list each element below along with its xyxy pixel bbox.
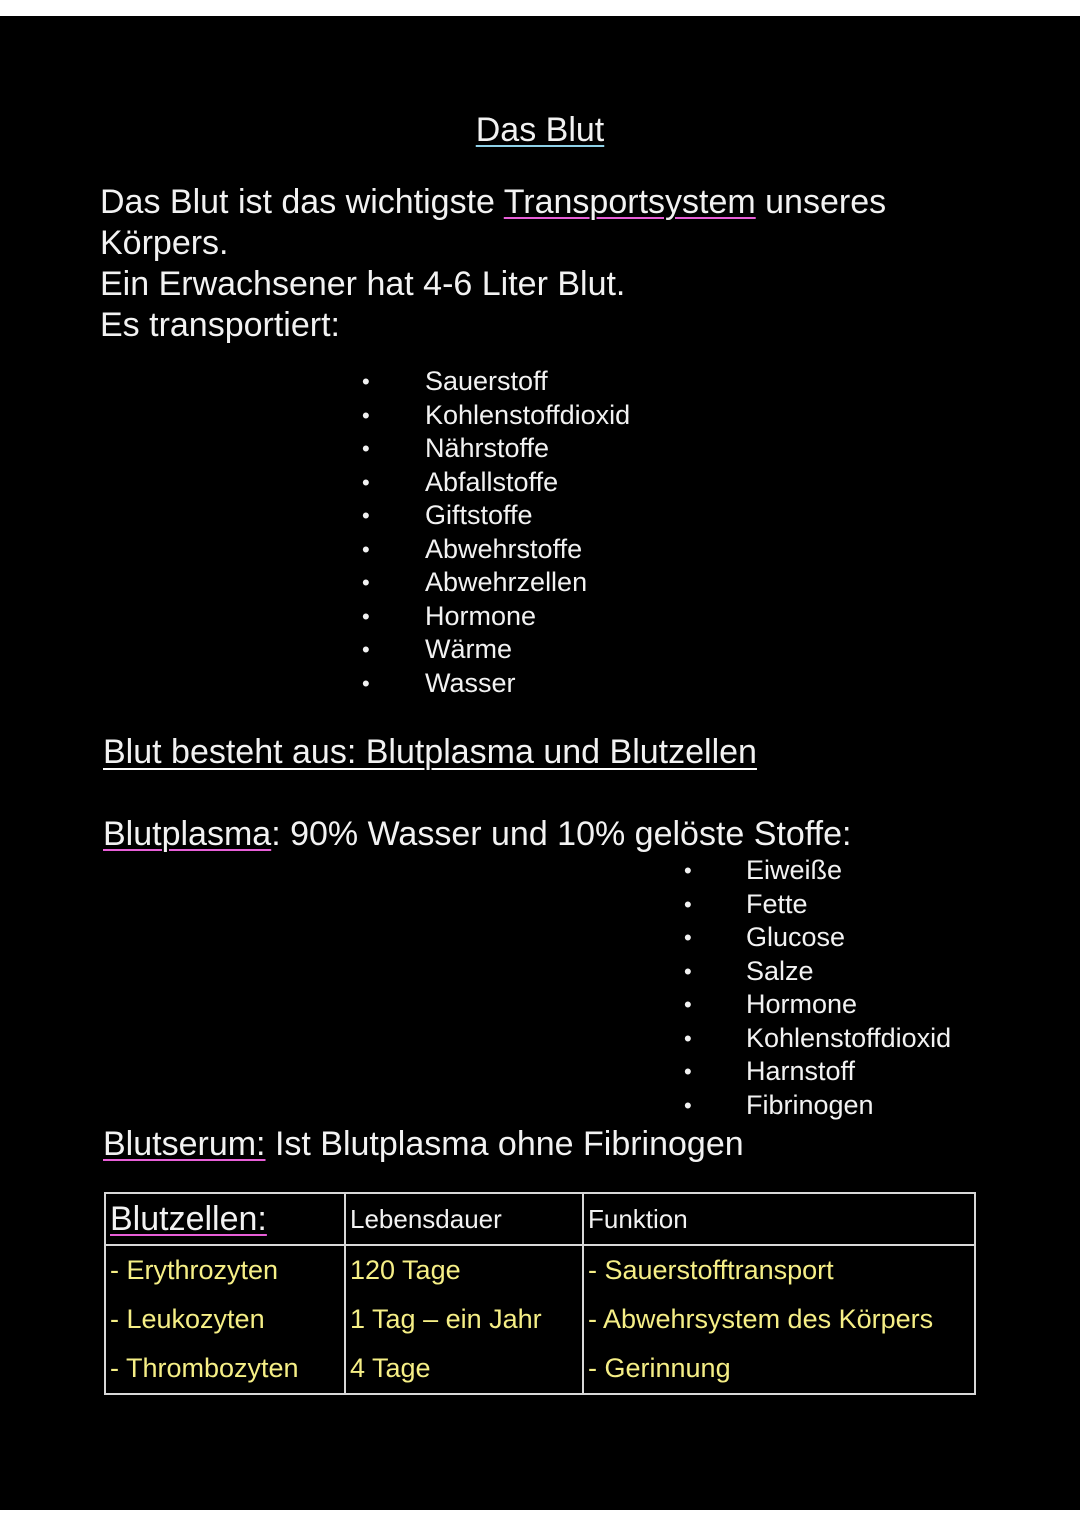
table-cell: - Leukozyten: [105, 1295, 345, 1344]
list-item: • Harnstoff: [746, 1055, 951, 1089]
plasma-list: [684, 854, 952, 1122]
table-cell: - Gerinnung: [583, 1344, 975, 1394]
table-header-row: [105, 1193, 975, 1245]
list-item: • Fette: [746, 888, 951, 922]
page-title: Das Blut: [475, 111, 605, 149]
blood-cells-table: [104, 1192, 976, 1395]
list-item: • Wärme: [425, 633, 630, 667]
table-row: [105, 1245, 975, 1295]
serum-definition: Blutserum: Ist Blutplasma ohne Fibrinogen: [103, 1125, 744, 1163]
composition-heading: Blut besteht aus: Blutplasma und Blutzellen: [103, 733, 757, 771]
bullet-icon: •: [362, 570, 370, 595]
bullet-icon: •: [684, 1059, 692, 1084]
list-item: • Kohlenstoffdioxid: [746, 1022, 951, 1056]
document-page: [0, 16, 1080, 1510]
intro-line-1: Das Blut ist das wichtigste Transportsystem unseres: [100, 183, 887, 221]
table-header-cell: Funktion: [583, 1193, 975, 1245]
list-item: • Hormone: [425, 600, 630, 634]
plasma-definition: Blutplasma: 90% Wasser und 10% gelöste Stoffe:: [103, 815, 852, 853]
bullet-icon: •: [362, 603, 370, 629]
list-item: • Eiweiße: [746, 854, 951, 888]
intro-paragraph: [100, 182, 1000, 346]
table-cell: - Sauerstofftransport: [583, 1245, 975, 1295]
bullet-icon: •: [362, 637, 370, 662]
bullet-icon: •: [362, 503, 370, 528]
intro-line-2: Körpers.: [100, 224, 229, 262]
table-cell: 1 Tag – ein Jahr: [345, 1295, 583, 1344]
list-item: • Nährstoffe: [425, 432, 630, 466]
bullet-icon: •: [684, 958, 692, 984]
intro-line-4: Es transportiert:: [100, 306, 340, 344]
bullet-icon: •: [684, 858, 692, 883]
transport-list: [362, 365, 631, 700]
table-cell: - Abwehrsystem des Körpers: [583, 1295, 975, 1344]
list-item: • Wasser: [425, 667, 630, 701]
bullet-icon: •: [684, 1025, 692, 1051]
bullet-icon: •: [362, 369, 370, 394]
serum-term: Blutserum:: [103, 1125, 266, 1163]
bullet-icon: •: [362, 469, 370, 495]
bullet-icon: •: [684, 891, 692, 917]
list-item: • Hormone: [746, 988, 951, 1022]
table-cell: 120 Tage: [345, 1245, 583, 1295]
list-item: • Kohlenstoffdioxid: [425, 399, 630, 433]
list-item: • Abfallstoffe: [425, 466, 630, 500]
bullet-icon: •: [684, 1092, 692, 1118]
table-cell: - Erythrozyten: [105, 1245, 345, 1295]
list-item: • Salze: [746, 955, 951, 989]
table-header-cell: Blutzellen:: [105, 1193, 345, 1245]
list-item: • Giftstoffe: [425, 499, 630, 533]
table-cell: - Thrombozyten: [105, 1344, 345, 1394]
bullet-icon: •: [362, 436, 370, 461]
transportsystem-term: Transportsystem: [503, 183, 756, 221]
table-row: [105, 1295, 975, 1344]
plasma-term: Blutplasma: [103, 815, 272, 853]
bullet-icon: •: [362, 670, 370, 696]
list-item: • Fibrinogen: [746, 1089, 951, 1123]
bullet-icon: •: [362, 402, 370, 428]
list-item: • Abwehrzellen: [425, 566, 630, 600]
table-header-cell: Lebensdauer: [345, 1193, 583, 1245]
table-cell: 4 Tage: [345, 1344, 583, 1394]
bullet-icon: •: [362, 536, 370, 562]
list-item: • Sauerstoff: [425, 365, 630, 399]
list-item: • Glucose: [746, 921, 951, 955]
table-row: [105, 1344, 975, 1394]
list-item: • Abwehrstoffe: [425, 533, 630, 567]
bullet-icon: •: [684, 992, 692, 1017]
bullet-icon: •: [684, 925, 692, 950]
intro-line-3: Ein Erwachsener hat 4-6 Liter Blut.: [100, 265, 626, 303]
